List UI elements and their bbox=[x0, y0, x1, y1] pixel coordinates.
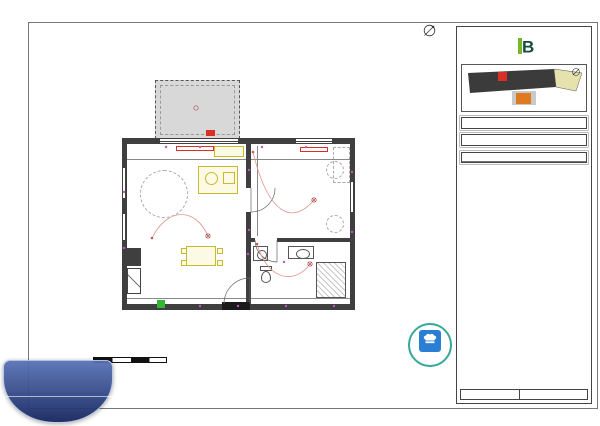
ceiling-zone-dashed bbox=[140, 170, 188, 218]
title-block-panel bbox=[456, 26, 592, 404]
wall-sde-stub bbox=[251, 238, 255, 242]
washing-machine bbox=[253, 246, 268, 261]
north-compass-icon bbox=[422, 23, 452, 39]
window-left-1 bbox=[122, 168, 127, 198]
entry-door bbox=[222, 302, 250, 310]
radiator-sejour bbox=[176, 146, 214, 151]
site-plan-thumbnail bbox=[461, 64, 587, 112]
dining-table bbox=[186, 246, 216, 266]
balcony-inner-line bbox=[160, 85, 235, 135]
dim-line bbox=[127, 298, 246, 299]
shower bbox=[316, 262, 346, 298]
citya-division bbox=[3, 396, 113, 398]
compass-icon bbox=[422, 23, 437, 38]
chair bbox=[181, 260, 187, 266]
indice-cell bbox=[461, 390, 520, 399]
wall-interior-upper bbox=[246, 144, 251, 188]
bouygues-logo bbox=[461, 37, 587, 55]
window-chambre bbox=[296, 138, 332, 144]
dim-line bbox=[251, 298, 350, 299]
radiator-chambre bbox=[300, 147, 328, 152]
interphone-marker bbox=[157, 300, 165, 308]
kitchen-counter bbox=[214, 146, 244, 157]
dim-line bbox=[127, 159, 246, 160]
dim-line bbox=[251, 159, 350, 160]
balcony-area bbox=[155, 80, 240, 139]
placard-dashed bbox=[333, 147, 350, 183]
citya-shield bbox=[3, 360, 113, 423]
wall-sde bbox=[277, 238, 355, 242]
chair bbox=[217, 248, 223, 254]
chef-hat-icon bbox=[419, 330, 441, 352]
window-balcony bbox=[160, 138, 238, 144]
window-right bbox=[350, 182, 355, 212]
gtl-electrical-box bbox=[127, 248, 141, 266]
ceiling-zone-dashed bbox=[326, 215, 344, 233]
entry-closet bbox=[127, 268, 141, 294]
kitchen-block bbox=[198, 166, 238, 194]
kitchen-partner-stamp bbox=[408, 323, 452, 367]
index-date-bar bbox=[460, 389, 588, 400]
window-left-2 bbox=[122, 214, 127, 240]
site-plan-drawing bbox=[462, 65, 588, 109]
bouygues-b-icon bbox=[518, 37, 534, 55]
wc-bowl bbox=[261, 271, 271, 283]
svg-text:B: B bbox=[521, 37, 534, 55]
dim-line-vertical bbox=[257, 146, 258, 236]
pieces-bar bbox=[461, 134, 587, 146]
lot-bar bbox=[461, 117, 587, 129]
citya-logo bbox=[3, 360, 113, 423]
surfaces-table bbox=[461, 152, 587, 163]
washbasin bbox=[288, 246, 314, 259]
chair bbox=[217, 260, 223, 266]
wall-interior-lower bbox=[246, 212, 251, 304]
wall-right bbox=[350, 138, 355, 310]
balcony-red-marker bbox=[206, 130, 215, 136]
chair bbox=[181, 248, 187, 254]
surfaces-table-title bbox=[462, 153, 586, 162]
